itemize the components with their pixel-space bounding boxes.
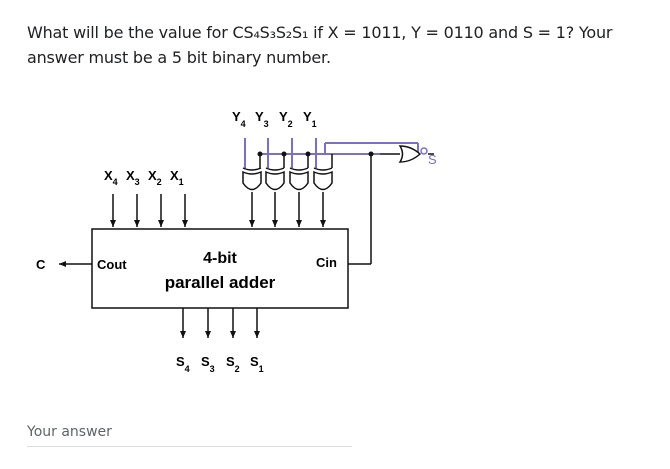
answer-input[interactable] — [27, 420, 356, 448]
adder-subtitle: parallel adder — [164, 273, 276, 292]
xor-gate-4 — [243, 168, 261, 190]
s2-label: S — [226, 354, 235, 369]
svg-text:X1: $X_1$ — [170, 168, 184, 187]
cin-label: Cin — [316, 255, 337, 270]
svg-text:X3: $X_3$ — [126, 168, 140, 187]
s1-label: S — [250, 354, 259, 369]
x3-label: X — [126, 168, 135, 183]
svg-text:X4: $X_4$ — [104, 168, 118, 187]
control-label: S — [428, 152, 437, 167]
x1-label: X — [170, 168, 179, 183]
answer-underline — [27, 446, 352, 447]
svg-text:Y3: $Y_3$ — [255, 109, 269, 129]
xor-gate-1 — [314, 168, 332, 190]
xor-gates — [243, 168, 332, 190]
svg-text:Y2: $Y_2$ — [279, 109, 293, 129]
xor-output-lines — [252, 192, 323, 227]
svg-text:S3: $S_3$ — [201, 354, 215, 374]
svg-text:S4: $S_4$ — [176, 354, 190, 374]
sum-output-labels — [176, 354, 264, 374]
adder-box — [92, 229, 348, 308]
x2-label: X — [148, 168, 157, 183]
svg-text:Y1: $Y_1$ — [303, 109, 317, 129]
xor-gate-2 — [290, 168, 308, 190]
s3-label: S — [201, 354, 210, 369]
y3-label: Y — [255, 109, 264, 124]
sum-output-lines — [183, 308, 257, 338]
y2-label: Y — [279, 109, 288, 124]
y4-label: Y — [232, 109, 241, 124]
svg-text:S1: $S_1$ — [250, 354, 264, 374]
x-input-lines — [113, 194, 185, 227]
answer-label: Your answer — [27, 424, 112, 440]
carry-out-label: C — [36, 257, 46, 272]
s4-label: S — [176, 354, 185, 369]
cout-label: Cout — [97, 257, 127, 272]
y-input-labels — [232, 109, 317, 129]
xor-gate-3 — [266, 168, 284, 190]
x4-label: X — [104, 168, 113, 183]
svg-text:Y4: $Y_4$ — [232, 109, 246, 129]
x-input-labels — [104, 168, 184, 187]
question-text: What will be the value for CS₄S₃S₂S₁ if X = 1011, Y = 0110 and S = 1? Your answer must be a 5 bit binary number. — [27, 23, 613, 67]
adder-title: 4-bit — [203, 250, 237, 267]
y1-label: Y — [303, 109, 312, 124]
svg-text:X2: $X_2$ — [148, 168, 162, 187]
svg-text:S2: $S_2$ — [226, 354, 240, 374]
